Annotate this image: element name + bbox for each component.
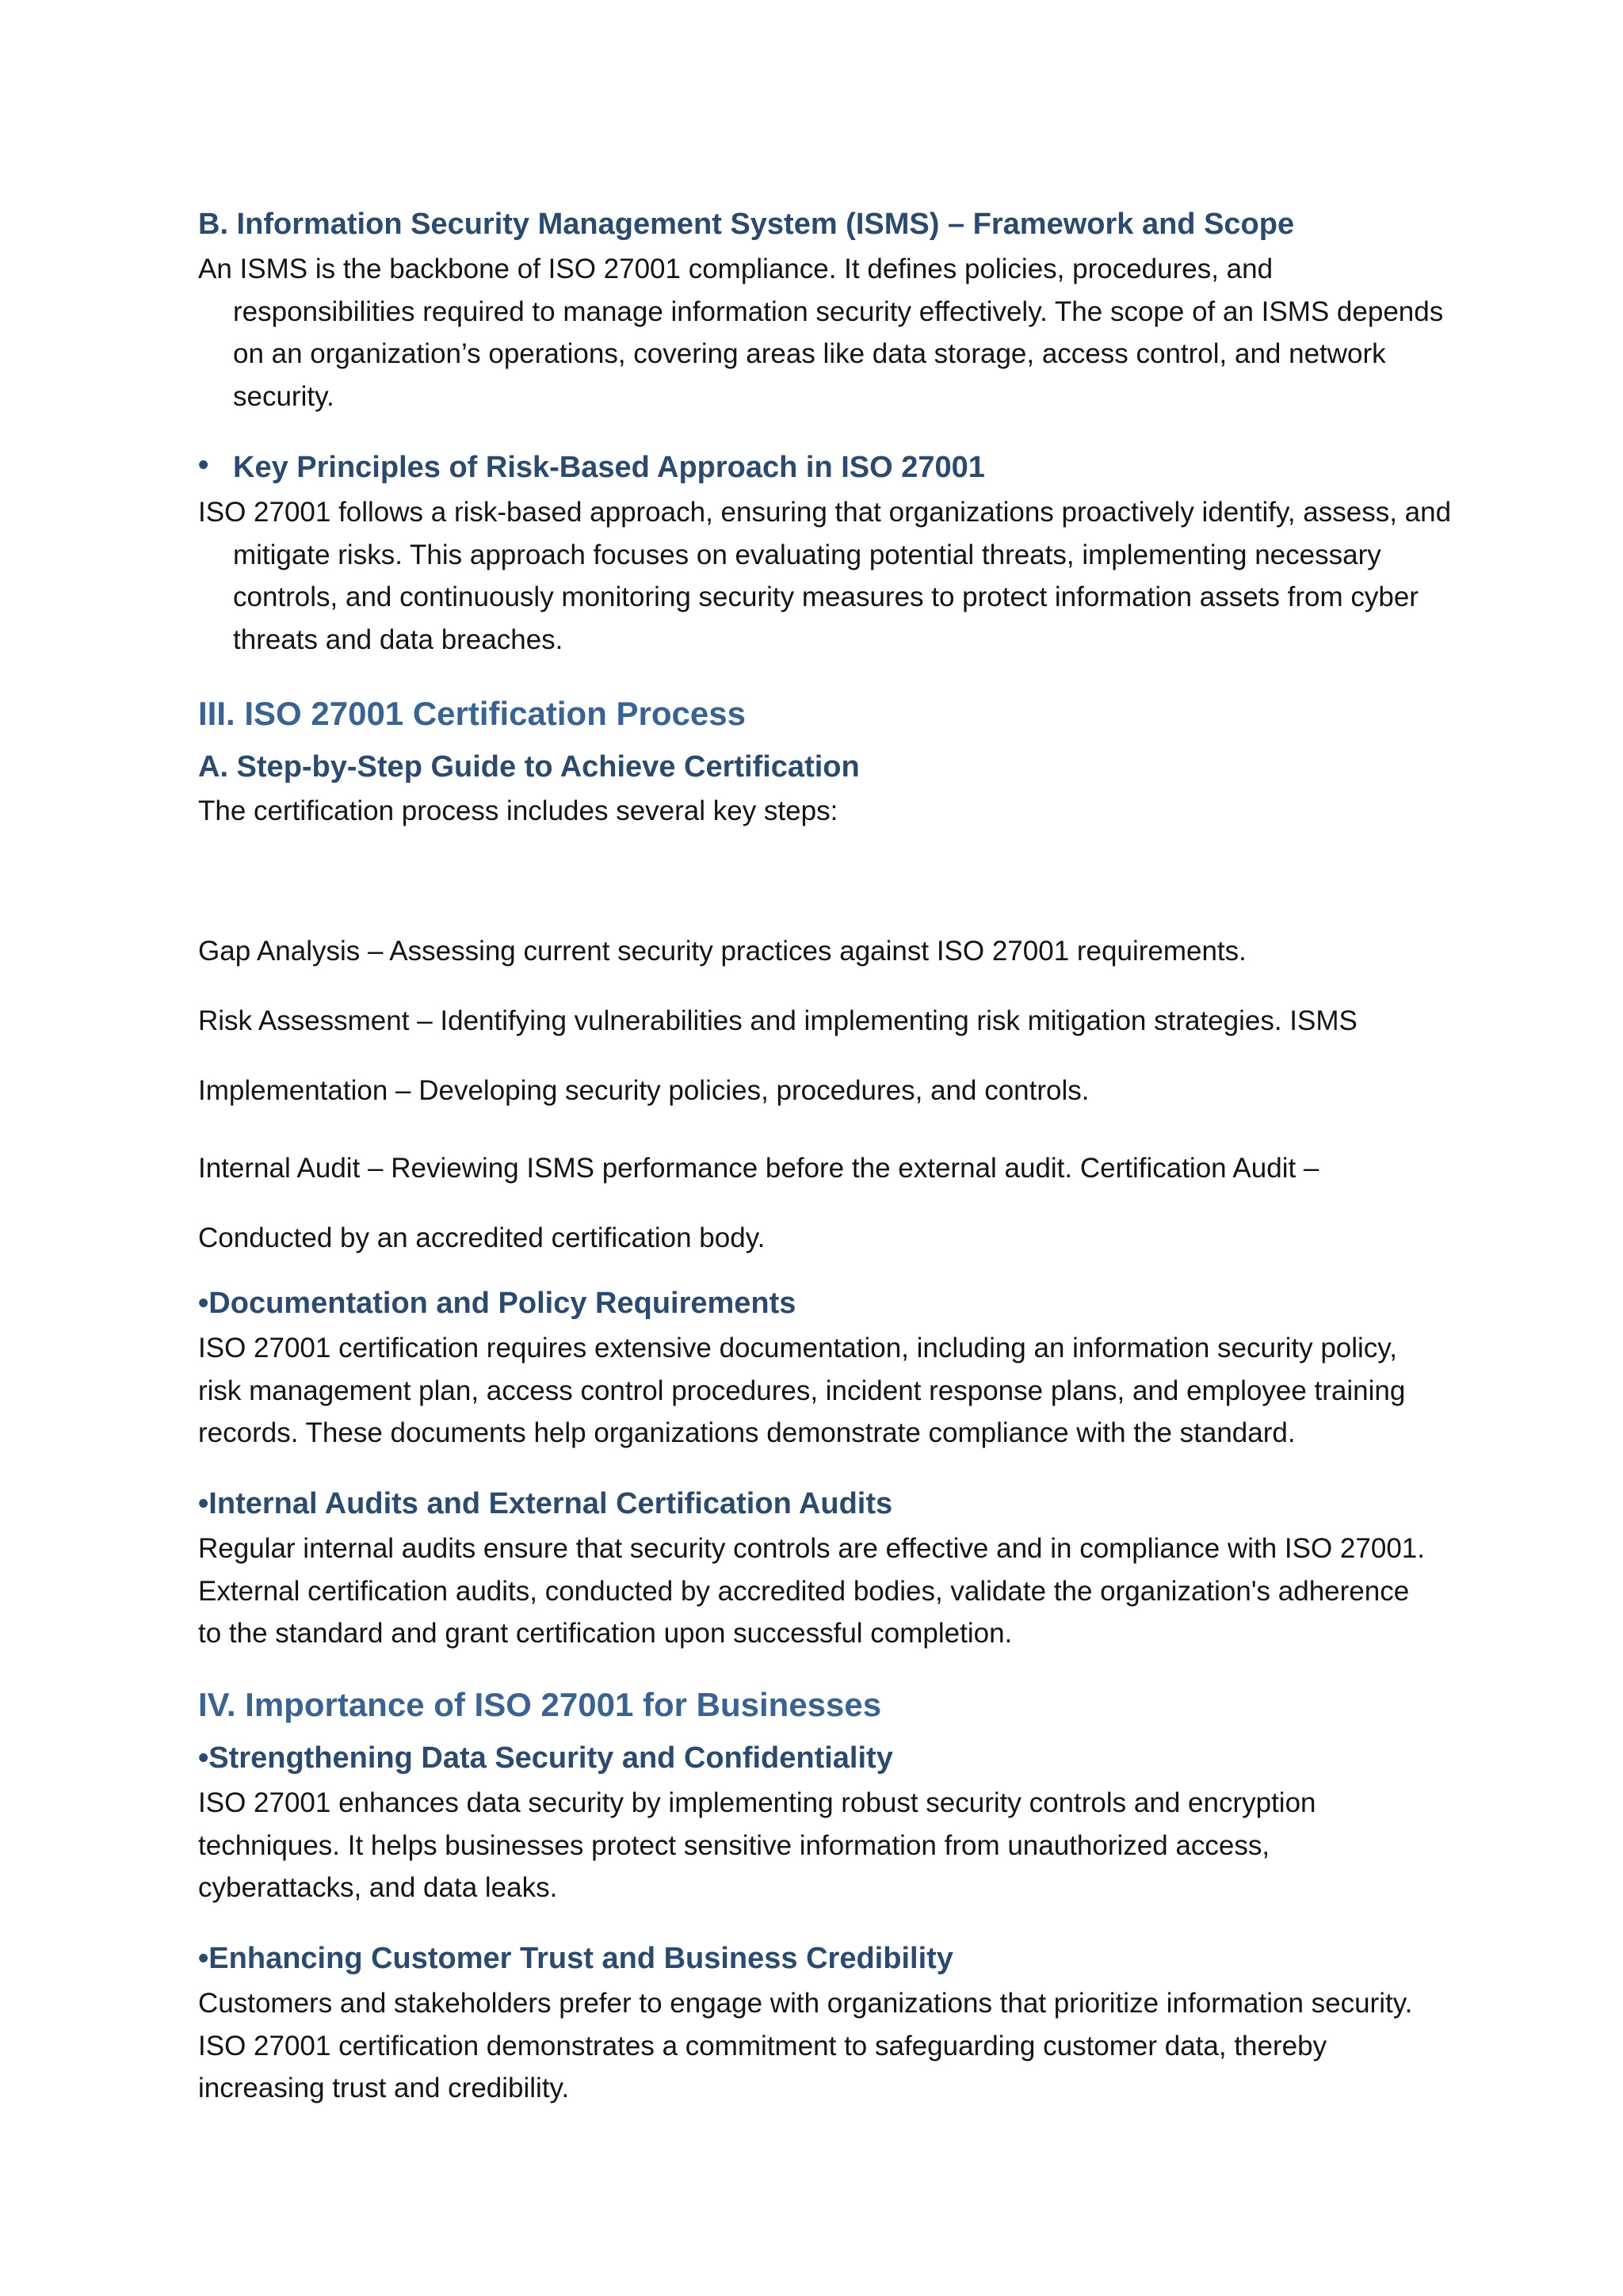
step-risk-assessment: Risk Assessment – Identifying vulnerabilities and implementing risk mitigation strategies. ISMS bbox=[198, 1005, 1358, 1036]
risk-paragraph: ISO 27001 follows a risk-based approach, ensuring that organizations proactively identify, assess, and mitigate risks. This approach focuses on evaluating potential threats, implementing necessary controls, and continuously monitoring security measures to protect information assets from cyber threats and data breaches. bbox=[198, 497, 1452, 655]
guide-heading: A. Step-by-Step Guide to Achieve Certification bbox=[198, 750, 860, 784]
bullet-icon: • bbox=[198, 448, 209, 482]
audits-heading: •Internal Audits and External Certification Audits bbox=[198, 1487, 893, 1520]
isms-heading: B. Information Security Management System (ISMS) – Framework and Scope bbox=[198, 208, 1295, 241]
guide-intro: The certification process includes several key steps: bbox=[198, 795, 838, 826]
customer-trust-heading: •Enhancing Customer Trust and Business Credibility bbox=[198, 1942, 953, 1975]
importance-section-title: IV. Importance of ISO 27001 for Businesses bbox=[198, 1686, 882, 1723]
step-implementation: Implementation – Developing security policies, procedures, and controls. bbox=[198, 1075, 1090, 1106]
certification-section-title: III. ISO 27001 Certification Process bbox=[198, 695, 746, 732]
data-security-paragraph: ISO 27001 enhances data security by implementing robust security controls and encryption techniques. It helps businesses protect sensitive information from unauthorized access, cyberattacks, and data leaks. bbox=[198, 1787, 1316, 1903]
step-certification-audit: Conducted by an accredited certification body. bbox=[198, 1222, 766, 1253]
audits-paragraph: Regular internal audits ensure that security controls are effective and in compliance with ISO 27001. External certification audits, conducted by accredited bodies, validate the organization's adherence to the standard and grant certification upon successful completion. bbox=[198, 1533, 1425, 1649]
isms-paragraph: An ISMS is the backbone of ISO 27001 compliance. It defines policies, procedures, and responsibilities required to manage information security effectively. The scope of an ISMS depends on an organization’s operations, covering areas like data storage, access control, and network security. bbox=[198, 254, 1444, 412]
risk-heading: Key Principles of Risk-Based Approach in ISO 27001 bbox=[233, 451, 985, 484]
step-gap-analysis: Gap Analysis – Assessing current security practices against ISO 27001 requirements. bbox=[198, 936, 1247, 967]
documentation-heading: •Documentation and Policy Requirements bbox=[198, 1287, 796, 1320]
step-internal-audit: Internal Audit – Reviewing ISMS performance before the external audit. Certification Audit – bbox=[198, 1153, 1319, 1184]
documentation-paragraph: ISO 27001 certification requires extensive documentation, including an information security policy, risk management plan, access control procedures, incident response plans, and employee training records. These documents help organizations demonstrate compliance with the standard. bbox=[198, 1333, 1406, 1448]
customer-trust-paragraph: Customers and stakeholders prefer to engage with organizations that prioritize information security. ISO 27001 certification demonstrates a commitment to safeguarding customer data, thereby increasing trust and credibility. bbox=[198, 1988, 1413, 2103]
data-security-heading: •Strengthening Data Security and Confidentiality bbox=[198, 1741, 893, 1775]
